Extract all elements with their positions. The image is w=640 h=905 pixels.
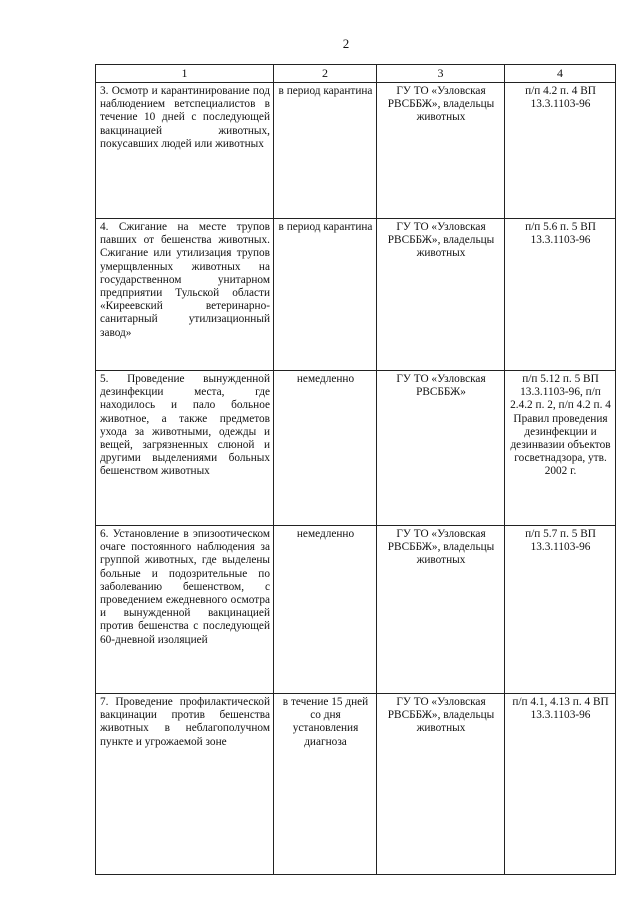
term-cell: в период карантина bbox=[274, 219, 377, 371]
basis-cell: п/п 4.1, 4.13 п. 4 ВП 13.3.1103-96 bbox=[505, 694, 616, 875]
term-cell: немедленно bbox=[274, 371, 377, 526]
table-row bbox=[96, 526, 616, 694]
table-row bbox=[96, 83, 616, 219]
header-col-3: 3 bbox=[377, 65, 505, 83]
table-row bbox=[96, 694, 616, 875]
table-header-row bbox=[96, 65, 616, 83]
basis-cell: п/п 5.7 п. 5 ВП 13.3.1103-96 bbox=[505, 526, 616, 694]
measure-cell: 4. Сжигание на месте трупов павших от бешенства животных. Сжигание или утилизация трупов умерщвленных животных на государственном унитарном предприятии Тульской области «Киреевский ветеринарно-санитарный утилизационный завод» bbox=[96, 219, 274, 371]
header-col-4: 4 bbox=[505, 65, 616, 83]
executor-cell: ГУ ТО «Узловская РВСББЖ», владельцы животных bbox=[377, 83, 505, 219]
header-col-1: 1 bbox=[96, 65, 274, 83]
basis-cell: п/п 5.6 п. 5 ВП 13.3.1103-96 bbox=[505, 219, 616, 371]
measures-table bbox=[95, 64, 616, 875]
page-number: 2 bbox=[342, 36, 350, 51]
header-col-2: 2 bbox=[274, 65, 377, 83]
executor-cell: ГУ ТО «Узловская РВСББЖ» bbox=[377, 371, 505, 526]
table-row bbox=[96, 219, 616, 371]
measure-cell: 5. Проведение вынужденной дезинфекции места, где находилось и пало больное животное, а также предметов ухода за животными, одежды и вещей, загрязненных слюной и другими выделениями больных бешенством животных bbox=[96, 371, 274, 526]
basis-cell: п/п 4.2 п. 4 ВП 13.3.1103-96 bbox=[505, 83, 616, 219]
executor-cell: ГУ ТО «Узловская РВСББЖ», владельцы животных bbox=[377, 694, 505, 875]
term-cell: в период карантина bbox=[274, 83, 377, 219]
basis-cell: п/п 5.12 п. 5 ВП 13.3.1103-96, п/п 2.4.2 п. 2, п/п 4.2 п. 4 Правил проведения дезинфекции и дезинвазии объектов госветнадзора, утв. 2002 г. bbox=[505, 371, 616, 526]
term-cell: немедленно bbox=[274, 526, 377, 694]
table-row bbox=[96, 371, 616, 526]
measure-cell: 6. Установление в эпизоотическом очаге постоянного наблюдения за группой животных, где выделены больные и подозрительные по заболеванию бешенством, с проведением ежедневного осмотра и вынужденной вакцинацией против бешенства с последующей 60-дневной изоляцией bbox=[96, 526, 274, 694]
measure-cell: 3. Осмотр и карантинирование под наблюдением ветспециалистов в течение 10 дней с последующей вакцинацией животных, покусавших людей или животных bbox=[96, 83, 274, 219]
executor-cell: ГУ ТО «Узловская РВСББЖ», владельцы животных bbox=[377, 526, 505, 694]
term-cell: в течение 15 дней со дня установления диагноза bbox=[274, 694, 377, 875]
executor-cell: ГУ ТО «Узловская РВСББЖ», владельцы животных bbox=[377, 219, 505, 371]
measure-cell: 7. Проведение профилактической вакцинации против бешенства животных в неблагополучном пункте и угрожаемой зоне bbox=[96, 694, 274, 875]
